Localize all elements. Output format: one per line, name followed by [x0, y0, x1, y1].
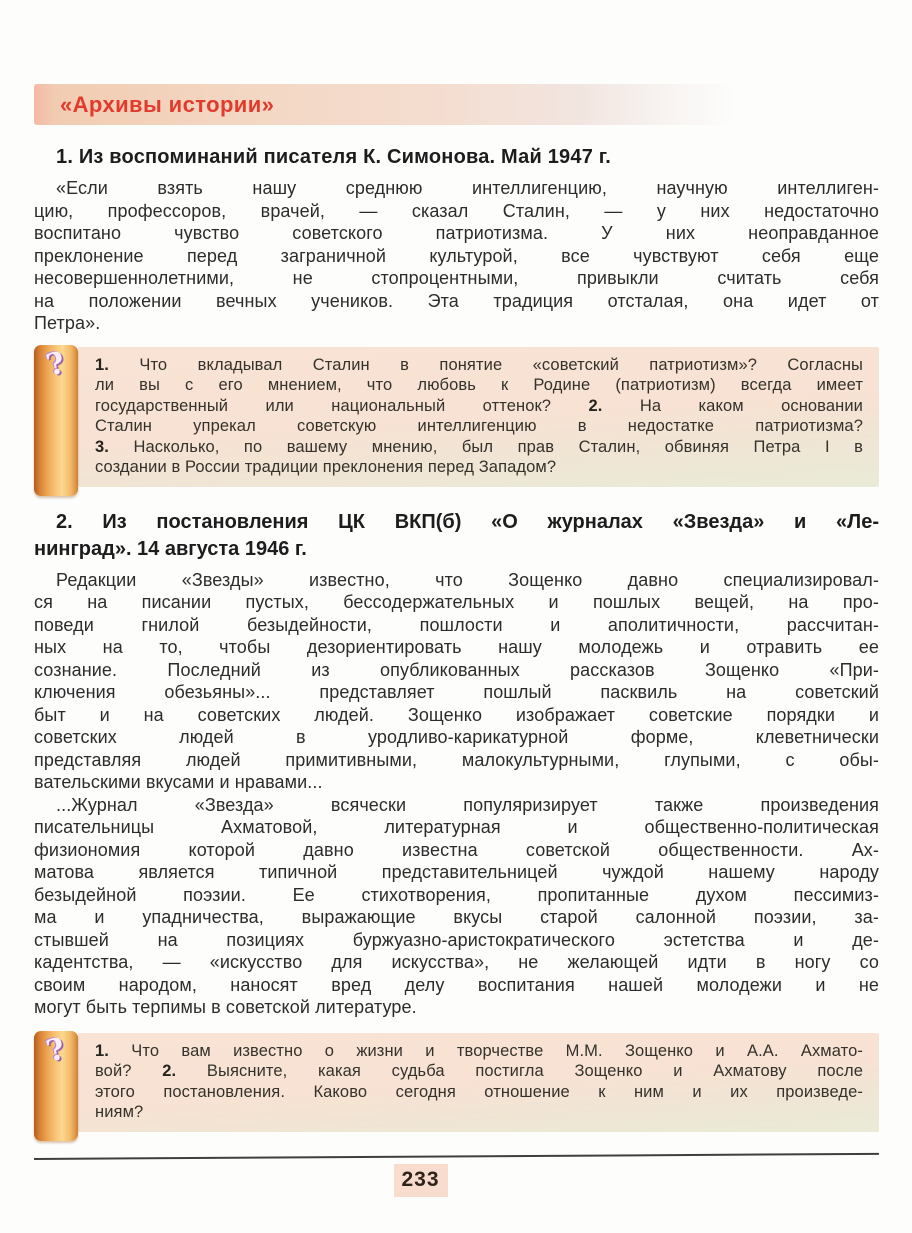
text-line: сознание. Последний из опубликованных рассказов Зощенко «При-: [34, 659, 879, 680]
text-line: 2. Из постановления ЦК ВКП(б) «О журналах «Звезда» и «Ле-: [56, 510, 879, 533]
text-line: ли вы с его мнением, что любовь к Родине (патриотизм) всегда имеет: [95, 376, 863, 394]
text-line: «Если взять нашу среднюю интеллигенцию, научную интеллиген-: [56, 178, 879, 198]
question-box-2-text: [78, 1033, 879, 1132]
question-box-1-bar: [34, 345, 78, 496]
section2-paragraph-2: [34, 794, 879, 1019]
text-line: ключения обезьяны»... представляет пошлый пасквиль на советский: [34, 682, 879, 702]
text-line: несовершеннолетними, не стопроцентными, привыкли считать себя: [34, 268, 879, 288]
text-line: 1. Что вам известно о жизни и творчестве М.М. Зощенко и А.А. Ахмато-: [95, 1041, 863, 1060]
header-band-label: «Архивы истории»: [60, 91, 275, 117]
text-line: советских людей в уродливо-карикатурной форме, клеветнически: [34, 727, 879, 747]
section1-heading: 1. Из воспоминаний писателя К. Симонова. Май 1947 г.: [56, 146, 612, 168]
page-number: 233: [401, 1168, 440, 1191]
text-line: 1. Что вкладывал Сталин в понятие «советский патриотизм»? Согласны: [95, 355, 863, 374]
text-line: ных на то, чтобы дезориентировать нашу молодежь и отравить ее: [34, 637, 879, 657]
page-number-plate: [394, 1164, 448, 1197]
text-line: на положении вечных учеников. Эта традиция отсталая, она идет от: [34, 290, 879, 311]
question-box-2: [34, 1030, 879, 1132]
section2-heading: [34, 509, 879, 563]
text-line: Сталин упрекал советскую интеллигенцию в недостатке патриотизма?: [95, 417, 863, 435]
text-line: поведи гнилой безыдейности, пошлости и аполитичности, рассчитан-: [34, 614, 879, 635]
question-mark-icon: ?: [42, 1030, 70, 1070]
text-line: кадентства, — «искусство для искусства», не желающей идти в ногу со: [34, 952, 879, 972]
text-line: представляя людей примитивными, малокультурными, глупыми, с обы-: [34, 749, 879, 770]
question-box-2-bar: [34, 1031, 78, 1141]
text-line: цию, профессоров, врачей, — сказал Сталин, — у них недостаточно: [34, 200, 879, 221]
text-line: этого постановления. Каково сегодня отношение к ним и их произведе-: [95, 1082, 863, 1101]
text-line: ...Журнал «Звезда» всячески популяризирует также произведения: [56, 794, 879, 815]
text-line: воспитано чувство советского патриотизма. У них неоправданное: [34, 223, 879, 243]
header-band: [34, 84, 734, 125]
text-line: писательницы Ахматовой, литературная и общественно-политическая: [34, 817, 879, 837]
question-box-1: [34, 344, 879, 487]
text-line: вой? 2. Выясните, какая судьба постигла Зощенко и Ахматову после: [95, 1062, 863, 1080]
text-line: своим народом, наносят вред делу воспитания нашей молодежи и не: [34, 974, 879, 995]
text-line: могут быть терпимы в советской литературе.: [34, 997, 417, 1017]
question-mark-icon: ?: [42, 344, 70, 384]
footer-divider-line: [34, 1152, 879, 1159]
text-line: 3. Насколько, по вашему мнению, был прав Сталин, обвиняя Петра I в: [95, 437, 863, 456]
text-line: физиономия которой давно известна советской общественности. Ах-: [34, 839, 879, 860]
text-line: государственный или национальный оттенок? 2. На каком основании: [95, 396, 863, 415]
text-line: стывшей на позициях буржуазно-аристократического эстетства и де-: [34, 929, 879, 950]
text-line: нинград». 14 августа 1946 г.: [34, 537, 307, 560]
section1-quote-paragraph: [34, 177, 879, 335]
text-line: ся на писании пустых, бессодержательных и пошлых вещей, на про-: [34, 592, 879, 612]
question-box-1-text: [78, 347, 879, 487]
text-line: Петра».: [34, 313, 101, 333]
text-line: ма и упадничества, выражающие вкусы старой салонной поэзии, за-: [34, 907, 879, 927]
text-line: создании в России традиции преклонения перед Западом?: [95, 458, 557, 476]
text-line: безыдейной поэзии. Ее стихотворения, пропитанные духом пессимиз-: [34, 884, 879, 905]
text-line: преклонение перед заграничной культурой, все чувствуют себя еще: [34, 245, 879, 266]
text-line: быт и на советских людей. Зощенко изображает советские порядки и: [34, 704, 879, 725]
footer-row: [34, 1160, 879, 1197]
text-line: Редакции «Звезды» известно, что Зощенко давно специализировал-: [56, 569, 879, 590]
section2-paragraph-1: [34, 569, 879, 794]
text-line: ниям?: [95, 1103, 144, 1121]
text-line: вательскими вкусами и нравами...: [34, 772, 323, 792]
text-line: матова является типичной представительницей чуждой нашему народу: [34, 862, 879, 882]
